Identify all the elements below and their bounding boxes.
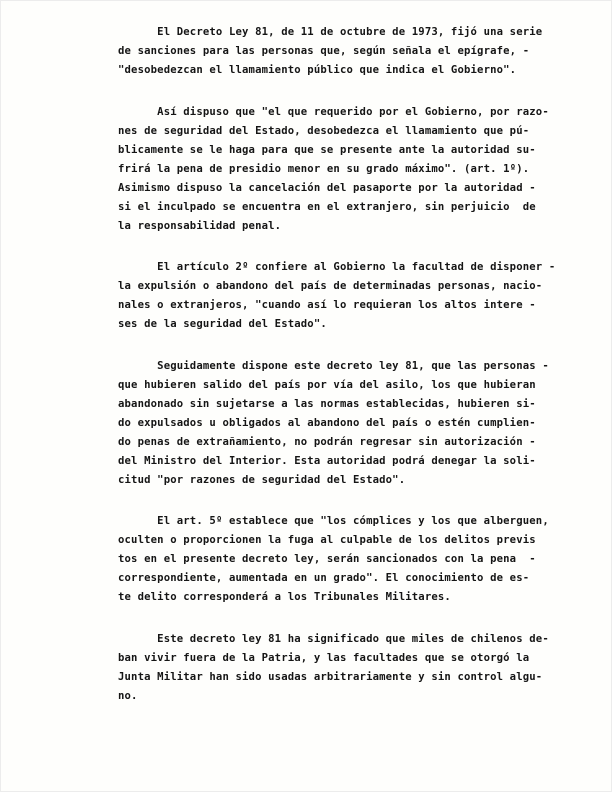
text-line: la responsabilidad penal. [118, 219, 282, 232]
text-line: El art. 5º establece que "los cómplices y los que alberguen, [118, 515, 549, 527]
paragraph-art-2 [118, 258, 563, 334]
text-line: si el inculpado se encuentra en el extranjero, sin perjuicio de [118, 200, 536, 213]
text-line: Seguidamente dispone este decreto ley 81, que las personas - [118, 359, 549, 372]
text-line: citud "por razones de seguridad del Estado". [118, 473, 406, 486]
text-line: Asimismo dispuso la cancelación del pasaporte por la autoridad - [118, 181, 536, 194]
text-line: abandonado sin sujetarse a las normas establecidas, hubieren si- [118, 397, 536, 410]
text-line: El artículo 2º confiere al Gobierno la facultad de disponer - [118, 261, 556, 273]
text-line: que hubieren salido del país por vía del asilo, los que hubieran [118, 378, 536, 391]
text-line: frirá la pena de presidio menor en su grado máximo". (art. 1º). [118, 162, 530, 175]
text-line: do expulsados u obligados al abandono del país o estén cumplien- [118, 416, 536, 429]
text-line: del Ministro del Interior. Esta autoridad podrá denegar la soli- [118, 454, 536, 467]
text-line: Así dispuso que "el que requerido por el Gobierno, por razo- [118, 105, 549, 118]
paragraph-return-restriction [118, 357, 563, 490]
text-line: "desobedezcan el llamamiento público que indica el Gobierno". [118, 64, 517, 76]
document-body [118, 23, 563, 728]
text-line: do penas de extrañamiento, no podrán regresar sin autorización - [118, 435, 536, 448]
text-line: Junta Militar han sido usadas arbitrariamente y sin control algu- [118, 670, 543, 683]
paragraph-decreto-ley-81 [118, 23, 563, 80]
text-line: la expulsión o abandono del país de determinadas personas, nacio- [118, 280, 543, 292]
text-line: blicamente se le haga para que se presente ante la autoridad su- [118, 143, 536, 156]
text-line: nales o extranjeros, "cuando así lo requieran los altos intere - [118, 299, 536, 311]
paragraph-art-5 [118, 512, 563, 607]
text-line: de sanciones para las personas que, según señala el epígrafe, - [118, 45, 530, 57]
paragraph-conclusion [118, 630, 563, 706]
text-line: tos en el presente decreto ley, serán sancionados con la pena - [118, 553, 536, 565]
text-line: oculten o proporcionen la fuga al culpable de los delitos previs [118, 534, 536, 546]
text-line: te delito corresponderá a los Tribunales Militares. [118, 591, 451, 603]
text-line: nes de seguridad del Estado, desobedezca el llamamiento que pú- [118, 124, 530, 137]
text-line: ban vivir fuera de la Patria, y las facultades que se otorgó la [118, 651, 530, 664]
text-line: correspondiente, aumentada en un grado". El conocimiento de es- [118, 572, 530, 584]
text-line: ses de la seguridad del Estado". [118, 318, 327, 330]
text-line: no. [118, 689, 138, 702]
text-line: Este decreto ley 81 ha significado que miles de chilenos de- [118, 632, 549, 645]
paragraph-art-1 [118, 103, 563, 236]
text-line: El Decreto Ley 81, de 11 de octubre de 1973, fijó una serie [118, 26, 543, 38]
